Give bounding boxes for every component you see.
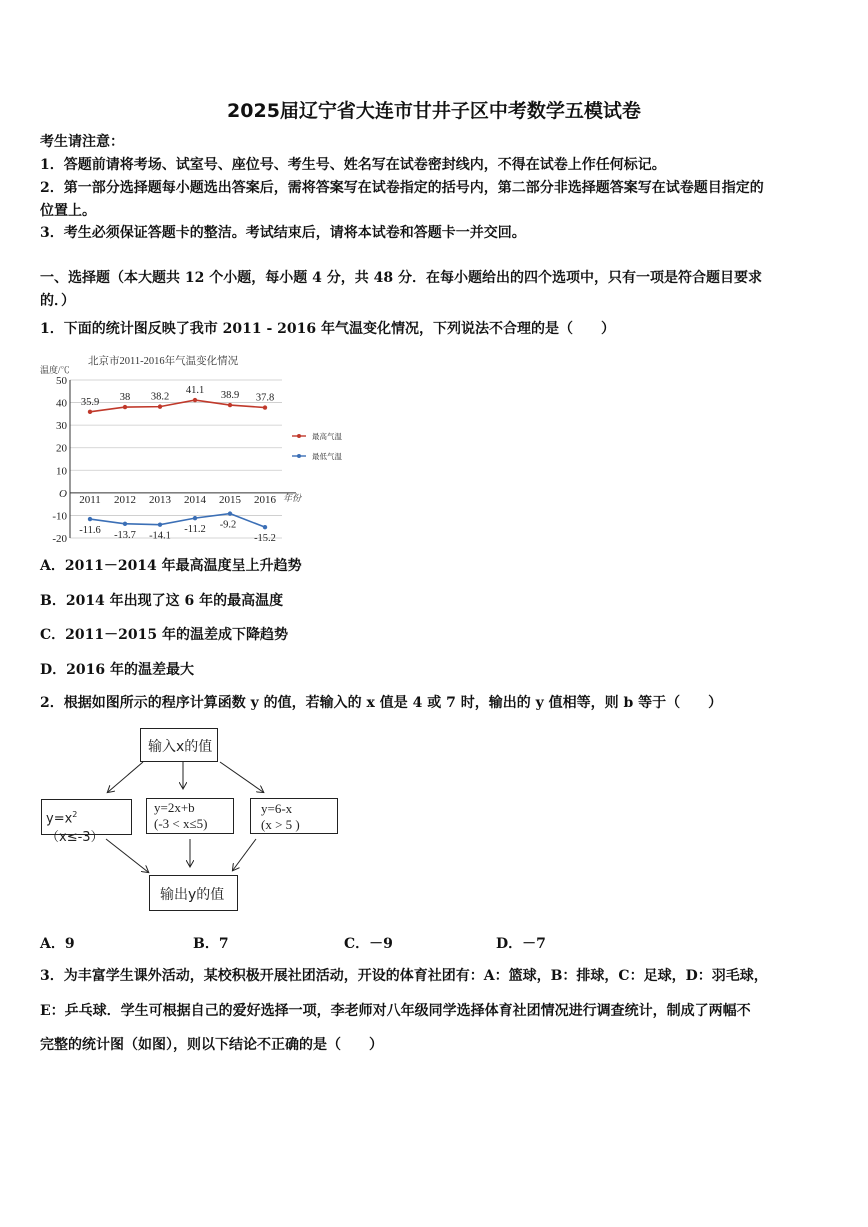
data-point xyxy=(88,410,92,414)
data-point xyxy=(158,522,162,526)
branch-1-exponent: 2 xyxy=(72,810,78,819)
data-point xyxy=(193,516,197,520)
x-tick-label: 2013 xyxy=(149,493,171,506)
question-3-line-2: E：乒乓球．学生可根据自己的爱好选择一项，李老师对八年级同学选择体育社团情况进行调查统计，制成了两幅不 xyxy=(40,1003,751,1019)
data-label: -11.2 xyxy=(184,524,206,536)
notice-item-3: 3．考生必须保证答题卡的整洁。考试结束后，请将本试卷和答题卡一并交回。 xyxy=(40,225,526,241)
data-label: 41.1 xyxy=(185,385,205,397)
notice-heading: 考生请注意： xyxy=(40,134,124,150)
temperature-line-chart xyxy=(40,350,360,545)
data-label: -14.1 xyxy=(149,530,171,542)
data-label: 37.8 xyxy=(255,392,275,404)
data-label: 35.9 xyxy=(80,396,100,408)
data-point xyxy=(263,405,267,409)
legend-label: 最低气温 xyxy=(312,452,342,461)
q2-option-c: C．－9 xyxy=(344,936,393,952)
data-point xyxy=(228,403,232,407)
section-heading-cont: 的．） xyxy=(40,293,75,309)
branch-2-expr: y=2x+b xyxy=(154,800,195,815)
data-point xyxy=(193,398,197,402)
program-flowchart xyxy=(38,726,348,916)
chart-series xyxy=(79,385,276,544)
y-tick-label: 10 xyxy=(56,465,67,478)
output-box xyxy=(149,875,238,911)
notice-item-2-cont: 位置上。 xyxy=(40,203,96,219)
arrow-box1-to-output xyxy=(106,839,148,872)
output-box-label: 输出y的值 xyxy=(160,887,225,903)
y-tick-label: 30 xyxy=(56,420,67,433)
y-tick-label: 40 xyxy=(56,397,67,410)
q2-option-d: D．－7 xyxy=(496,936,546,952)
q1-option-d: D．2016 年的温差最大 xyxy=(40,662,194,678)
q1-option-a: A．2011－2014 年最高温度呈上升趋势 xyxy=(40,558,302,574)
data-point xyxy=(123,522,127,526)
branch-1-condition: （x≤-3） xyxy=(46,830,104,846)
data-point xyxy=(158,404,162,408)
q2-option-a: A．9 xyxy=(40,936,75,952)
branch-2-condition: (-3 < x≤5) xyxy=(154,816,208,831)
arrow-input-to-box3 xyxy=(220,762,263,792)
branch-3-condition: (x > 5 ) xyxy=(261,817,300,832)
branch-box-3 xyxy=(250,798,338,834)
legend-label: 最高气温 xyxy=(312,432,342,441)
legend-swatch-marker xyxy=(297,454,301,458)
data-label: 38 xyxy=(119,392,131,404)
q1-option-c: C．2011－2015 年的温差成下降趋势 xyxy=(40,627,288,643)
x-tick-label: 2016 xyxy=(254,493,276,506)
x-tick-label: 2014 xyxy=(184,493,206,506)
y-tick-label: O xyxy=(59,487,67,500)
arrow-input-to-box1 xyxy=(108,762,143,792)
data-point xyxy=(123,405,127,409)
x-tick-label: 2011 xyxy=(79,493,101,506)
data-label: -9.2 xyxy=(219,519,237,531)
input-box xyxy=(140,728,218,762)
chart-x-ticks xyxy=(79,494,276,506)
data-label: -11.6 xyxy=(79,525,101,537)
question-1-stem: 1．下面的统计图反映了我市 2011 - 2016 年气温变化情况，下列说法不合理的是（ ） xyxy=(40,321,615,337)
chart-y-label: 温度/℃ xyxy=(40,365,70,375)
chart-y-ticks xyxy=(52,375,67,545)
data-label: 38.9 xyxy=(220,390,240,402)
data-point xyxy=(228,511,232,515)
input-box-label: 输入x的值 xyxy=(148,739,213,755)
data-label: 38.2 xyxy=(150,391,170,403)
question-3-line-3: 完整的统计图（如图），则以下结论不正确的是（ ） xyxy=(40,1037,383,1053)
series-line-0 xyxy=(90,400,265,412)
y-tick-label: 20 xyxy=(56,442,67,455)
chart-legend xyxy=(292,431,342,461)
y-tick-label: -20 xyxy=(52,533,67,545)
branch-3-expr: y=6-x xyxy=(261,801,293,816)
chart-title: 北京市2011-2016年气温变化情况 xyxy=(88,356,239,367)
q1-option-b: B．2014 年出现了这 6 年的最高温度 xyxy=(40,593,284,609)
arrow-box3-to-output xyxy=(233,839,256,870)
data-label: -15.2 xyxy=(254,533,276,545)
q2-option-b: B．7 xyxy=(193,936,229,952)
branch-box-2 xyxy=(146,798,234,834)
chart-x-label: 年份 xyxy=(283,493,302,503)
chart-grid xyxy=(70,380,296,538)
notice-item-2: 2．第一部分选择题每小题选出答案后，需将答案写在试卷指定的括号内，第二部分非选择题答案写在试卷题目指定的 xyxy=(40,180,764,196)
notice-item-1: 1．答题前请将考场、试室号、座位号、考生号、姓名写在试卷密封线内，不得在试卷上作任何标记。 xyxy=(40,157,666,173)
y-tick-label: 50 xyxy=(56,375,67,387)
data-point xyxy=(263,525,267,529)
data-point xyxy=(88,517,92,521)
branch-1-expr: y=x xyxy=(46,811,73,827)
section-heading: 一、选择题（本大题共 12 个小题，每小题 4 分，共 48 分．在每小题给出的四个选项中，只有一项是符合题目要求 xyxy=(40,270,762,286)
data-label: -13.7 xyxy=(114,529,136,541)
legend-swatch-marker xyxy=(297,434,301,438)
x-tick-label: 2012 xyxy=(114,493,136,506)
page-title: 2025届辽宁省大连市甘井子区中考数学五模试卷 xyxy=(227,100,641,122)
y-tick-label: -10 xyxy=(52,510,67,523)
question-2-stem: 2．根据如图所示的程序计算函数 y 的值，若输入的 x 值是 4 或 7 时，输出的 y 值相等，则 b 等于（ ） xyxy=(40,695,723,711)
question-3-line-1: 3．为丰富学生课外活动，某校积极开展社团活动，开设的体育社团有：A：篮球，B：排球，C：足球，D：羽毛球， xyxy=(40,968,768,984)
x-tick-label: 2015 xyxy=(219,493,241,506)
